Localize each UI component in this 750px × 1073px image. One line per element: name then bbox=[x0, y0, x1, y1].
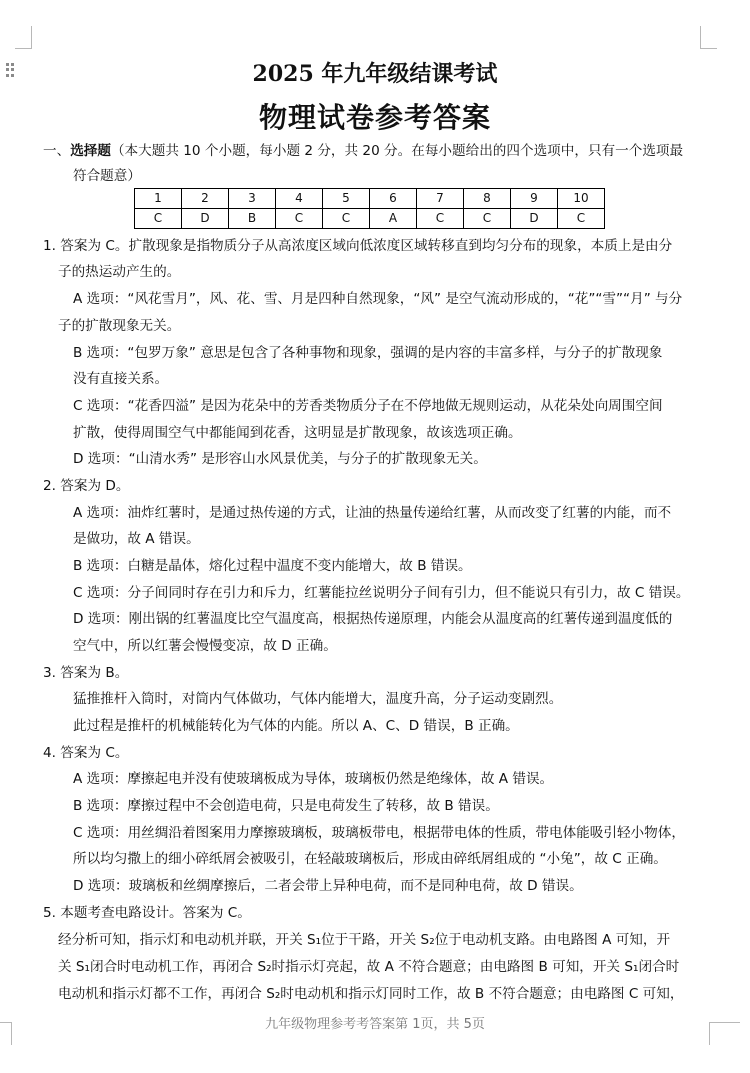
answer-1-option-b: B 选项：“包罗万象” 意思是包含了各种事物和现象，强调的是内容的丰富多样，与分子的扩散现象 bbox=[73, 345, 663, 361]
question-number: 1 bbox=[135, 189, 182, 209]
answer-3-explanation: 猛推推杆入筒时，对筒内气体做功，气体内能增大，温度升高，分子运动变剧烈。 bbox=[73, 691, 563, 707]
document-title: 2025 年九年级结课考试 bbox=[252, 61, 498, 87]
answer-3-line: 3. 答案为 B。 bbox=[43, 665, 129, 681]
answer-cell: C bbox=[323, 209, 370, 229]
section-description: （本大题共 10 个小题，每小题 2 分，共 20 分。在每小题给出的四个选项中，只有一个选项最 bbox=[110, 143, 684, 159]
answer-4-option-d: D 选项：玻璃板和丝绸摩擦后，二者会带上异种电荷，而不是同种电荷，故 D 错误。 bbox=[73, 878, 583, 894]
answer-1-option-c: C 选项：“花香四溢” 是因为花朵中的芳香类物质分子在不停地做无规则运动，从花朵处向周围空间 bbox=[73, 398, 663, 414]
answer-2-option-d: D 选项：刚出锅的红薯温度比空气温度高，根据热传递原理，内能会从温度高的红薯传递到温度低的 bbox=[73, 611, 673, 627]
answer-cell: C bbox=[464, 209, 511, 229]
section-description-cont: 符合题意） bbox=[73, 168, 141, 184]
answer-2-option-a: A 选项：油炸红薯时，是通过热传递的方式，让油的热量传递给红薯，从而改变了红薯的内能，而不 bbox=[73, 505, 672, 521]
answer-1-option-b-cont: 没有直接关系。 bbox=[73, 371, 169, 387]
answer-cell: C bbox=[417, 209, 464, 229]
question-number: 5 bbox=[323, 189, 370, 209]
answer-cell: A bbox=[370, 209, 417, 229]
answer-2-option-c: C 选项：分子间同时存在引力和斥力，红薯能拉丝说明分子间有引力，但不能说只有引力，故 C 错误。 bbox=[73, 585, 690, 601]
answer-2-option-b: B 选项：白糖是晶体，熔化过程中温度不变内能增大，故 B 错误。 bbox=[73, 558, 472, 574]
crop-mark-top-left bbox=[15, 26, 32, 49]
table-row-questions bbox=[135, 189, 605, 209]
answer-4-option-c-cont: 所以均匀撒上的细小碎纸屑会被吸引，在轻敲玻璃板后，形成由碎纸屑组成的 “小兔”，故 C 正确。 bbox=[73, 851, 667, 867]
crop-mark-top-right bbox=[700, 26, 717, 49]
document-subtitle: 物理试卷参考答案 bbox=[258, 101, 491, 134]
question-number: 3 bbox=[229, 189, 276, 209]
question-number: 2 bbox=[182, 189, 229, 209]
answer-4-option-c: C 选项：用丝绸沿着图案用力摩擦玻璃板，玻璃板带电，根据带电体的性质，带电体能吸引轻小物体， bbox=[73, 825, 685, 841]
section-heading bbox=[43, 141, 683, 161]
table-row-answers bbox=[135, 209, 605, 229]
answer-5-explanation: 经分析可知，指示灯和电动机并联，开关 S₁位于干路，开关 S₂位于电动机支路。由电路图 A 可知，开 bbox=[58, 932, 671, 948]
answer-2-option-d-cont: 空气中，所以红薯会慢慢变凉，故 D 正确。 bbox=[73, 638, 337, 654]
question-number: 10 bbox=[558, 189, 605, 209]
answer-1-option-d: D 选项：“山清水秀” 是形容山水风景优美，与分子的扩散现象无关。 bbox=[73, 451, 487, 467]
answer-table bbox=[134, 188, 605, 229]
answer-cell: B bbox=[229, 209, 276, 229]
section-title: 选择题 bbox=[70, 143, 111, 159]
answer-5-explanation: 电动机和指示灯都不工作，再闭合 S₂时电动机和指示灯同时工作，故 B 不符合题意；由电路图 C 可知， bbox=[58, 986, 684, 1002]
answer-cell: D bbox=[182, 209, 229, 229]
answer-4-option-a: A 选项：摩擦起电并没有使玻璃板成为导体，玻璃板仍然是绝缘体，故 A 错误。 bbox=[73, 771, 554, 787]
question-number: 8 bbox=[464, 189, 511, 209]
answer-cell: D bbox=[511, 209, 558, 229]
answer-1-option-a: A 选项：“风花雪月”，风、花、雪、月是四种自然现象，“风” 是空气流动形成的，“花”“雪”“月” 与分 bbox=[73, 291, 683, 307]
answer-cell: C bbox=[276, 209, 323, 229]
answer-3-explanation: 此过程是推杆的机械能转化为气体的内能。所以 A、C、D 错误，B 正确。 bbox=[73, 718, 519, 734]
answer-2-option-a-cont: 是做功，故 A 错误。 bbox=[73, 531, 200, 547]
answer-5-explanation: 关 S₁闭合时电动机工作，再闭合 S₂时指示灯亮起，故 A 不符合题意；由电路图 B 可知，开关 S₁闭合时 bbox=[58, 959, 680, 975]
answer-cell: C bbox=[558, 209, 605, 229]
page-footer: 九年级物理参考考答案第 1页，共 5页 bbox=[265, 1017, 485, 1032]
answer-1-line: 1. 答案为 C。扩散现象是指物质分子从高浓度区域向低浓度区域转移直到均匀分布的现象，本质上是由分 bbox=[43, 238, 673, 254]
answer-5-line: 5. 本题考查电路设计。答案为 C。 bbox=[43, 905, 251, 921]
answer-2-line: 2. 答案为 D。 bbox=[43, 478, 130, 494]
question-number: 6 bbox=[370, 189, 417, 209]
answer-cell: C bbox=[135, 209, 182, 229]
question-number: 9 bbox=[511, 189, 558, 209]
answer-1-line: 子的热运动产生的。 bbox=[58, 264, 181, 280]
answer-1-option-a-cont: 子的扩散现象无关。 bbox=[58, 318, 181, 334]
answer-4-line: 4. 答案为 C。 bbox=[43, 745, 129, 761]
question-number: 4 bbox=[276, 189, 323, 209]
answer-4-option-b: B 选项：摩擦过程中不会创造电荷，只是电荷发生了转移，故 B 错误。 bbox=[73, 798, 499, 814]
question-number: 7 bbox=[417, 189, 464, 209]
answer-1-option-c-cont: 扩散，使得周围空气中都能闻到花香，这明显是扩散现象，故该选项正确。 bbox=[73, 425, 522, 441]
section-number: 一、 bbox=[43, 143, 71, 159]
